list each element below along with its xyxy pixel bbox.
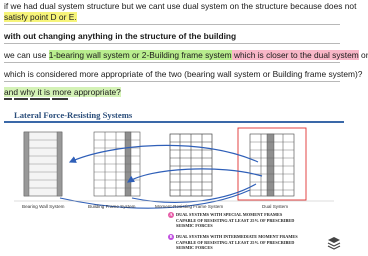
bearing-wall-building	[24, 132, 62, 196]
slide-figure	[0, 104, 350, 256]
legend-a-line3: SEISMIC FORCES	[176, 223, 213, 228]
badge-a: A	[169, 212, 173, 217]
legend-a-line1: DUAL SYSTEMS WITH SPECIAL MOMENT FRAMES	[176, 212, 283, 217]
note-line-6	[4, 87, 121, 97]
layers-icon[interactable]	[327, 236, 341, 250]
note-line-2-text: satisfy point D or E.	[4, 12, 77, 22]
slide-title: Lateral Force-Resisting Systems	[14, 110, 133, 120]
legend-item-b	[168, 234, 298, 250]
separator-rule	[4, 62, 340, 63]
separator-rule	[4, 81, 340, 82]
note-line-4	[4, 50, 368, 60]
note-line-1: if we had dual system structure but we cant use dual system on the structure because does not	[4, 1, 357, 11]
note-line-4-systems: 1-bearing wall system or 2-Building frame system	[48, 50, 232, 60]
caption-bearing-wall: Bearing Wall System	[22, 204, 65, 209]
caption-moment-frame: Moment-Resisting Frame System	[155, 204, 224, 209]
note-line-4-intro: we can use	[4, 50, 49, 60]
caption-building-frame: Building Frame System	[88, 204, 136, 209]
dual-system-building	[238, 128, 306, 200]
clipped-text-fragment	[4, 98, 68, 101]
moment-frame-building	[170, 134, 212, 196]
legend-b-line1: DUAL SYSTEMS WITH INTERMEDIATE MOMENT FRAMES	[176, 234, 298, 239]
caption-dual-system: Dual System	[262, 204, 289, 209]
note-line-3: with out changing anything in the structure of the building	[4, 31, 237, 41]
note-line-2	[4, 12, 77, 22]
legend-b-line3: SEISMIC FORCES	[176, 245, 213, 250]
note-line-5: which is considered more appropriate of the two (bearing wall system or Building frame system)?	[4, 69, 363, 79]
badge-b: B	[169, 234, 173, 239]
separator-rule	[4, 24, 340, 25]
separator-rule	[4, 43, 340, 44]
building-frame-building	[94, 132, 140, 196]
legend-b-line2: CAPABLE OF RESISTING AT LEAST 25% OF PRESCRIBED	[176, 240, 295, 245]
legend-a-line2: CAPABLE OF RESISTING AT LEAST 25% OF PRESCRIBED	[176, 218, 295, 223]
legend-item-a	[168, 212, 294, 228]
note-line-4-closer: which is closer to the dual system	[231, 50, 359, 60]
note-line-6-text: and why it is more appropriate?	[4, 87, 121, 97]
note-line-4-or: or	[358, 50, 368, 60]
